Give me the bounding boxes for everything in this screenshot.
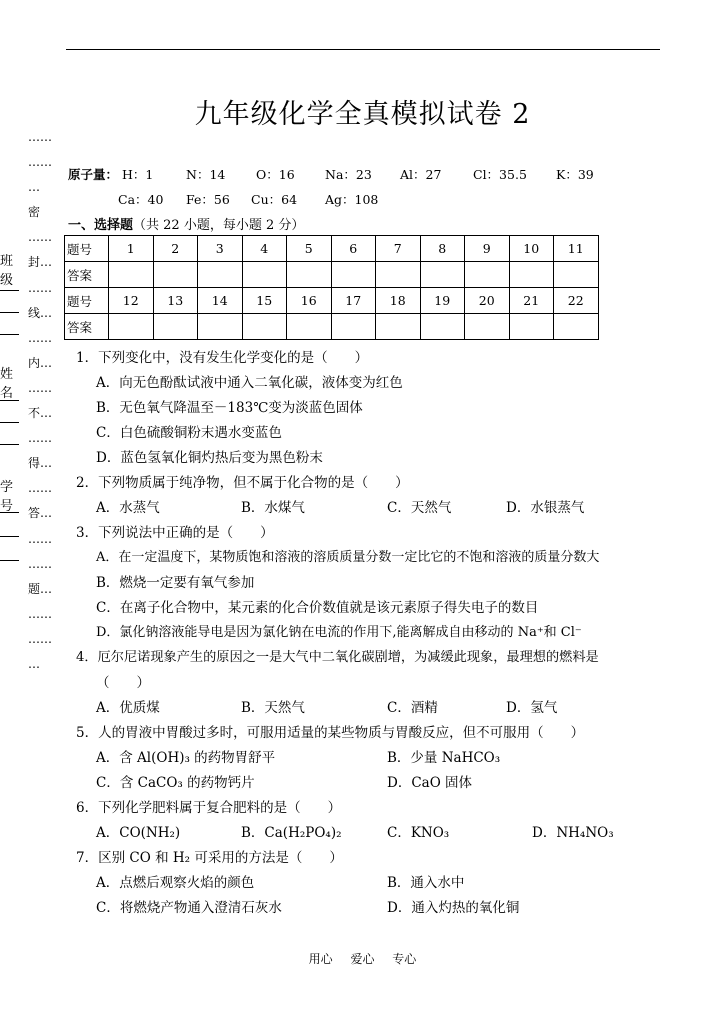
answer-cell[interactable] xyxy=(376,314,421,340)
answer-cell[interactable] xyxy=(287,262,332,288)
answer-cell[interactable] xyxy=(420,314,465,340)
q6-option-d: D．NH₄NO₃ xyxy=(532,825,614,841)
section-note: （共 22 小题，每小题 2 分） xyxy=(133,218,305,233)
answer-cell[interactable] xyxy=(465,314,510,340)
q5-option-a: A．含 Al(OH)₃ 的药物胃舒平 xyxy=(96,750,276,766)
answer-grid-ans-row-2 xyxy=(65,314,599,340)
answer-cell[interactable] xyxy=(331,314,376,340)
grid-num: 14 xyxy=(198,288,243,314)
q1-option-b: B．无色氧气降温至－183℃变为淡蓝色固体 xyxy=(96,400,363,416)
answer-cell[interactable] xyxy=(287,314,332,340)
atomic-mass-ag: Ag：108 xyxy=(325,192,379,207)
q6-option-c: C．KNO₃ xyxy=(387,825,450,841)
answer-cell[interactable] xyxy=(198,262,243,288)
grid-num: 10 xyxy=(509,236,554,262)
answer-cell[interactable] xyxy=(153,262,198,288)
student-number-label: 学号 xyxy=(0,480,14,514)
atomic-mass-o: O：16 xyxy=(256,167,295,182)
q3-option-a: A．在一定温度下，某物质饱和溶液的溶质质量分数一定比它的不饱和溶液的质量分数大 xyxy=(96,550,600,565)
answer-cell[interactable] xyxy=(509,314,554,340)
class-blank-line-3 xyxy=(0,334,19,335)
answer-header: 答案 xyxy=(65,262,109,288)
grid-num: 11 xyxy=(554,236,599,262)
section-title: 一、选择题 xyxy=(68,218,134,233)
q6-option-b: B．Ca(H₂PO₄)₂ xyxy=(241,825,342,841)
q3-option-b: B．燃烧一定要有氧气参加 xyxy=(96,575,255,591)
grid-num: 5 xyxy=(287,236,332,262)
q1-option-c: C．白色硫酸铜粉末遇水变蓝色 xyxy=(96,425,282,441)
grid-num: 6 xyxy=(331,236,376,262)
q7-option-d: D．通入灼热的氧化铜 xyxy=(387,900,520,916)
answer-cell[interactable] xyxy=(109,314,154,340)
atomic-mass-h: H：1 xyxy=(122,167,154,182)
q6-option-a: A．CO(NH₂) xyxy=(96,825,181,841)
grid-num: 12 xyxy=(109,288,154,314)
atomic-mass-k: K：39 xyxy=(556,167,594,182)
q5-option-c: C．含 CaCO₃ 的药物钙片 xyxy=(96,775,255,791)
answer-cell[interactable] xyxy=(153,314,198,340)
grid-num: 21 xyxy=(509,288,554,314)
grid-num: 20 xyxy=(465,288,510,314)
answer-grid-num-row-2 xyxy=(65,288,599,314)
grid-num: 7 xyxy=(376,236,421,262)
question-1-stem: 1．下列变化中，没有发生化学变化的是（ ） xyxy=(76,350,369,366)
grid-num: 4 xyxy=(242,236,287,262)
name-blank-line-3 xyxy=(0,444,19,445)
grid-num: 18 xyxy=(376,288,421,314)
atomic-mass-na: Na：23 xyxy=(325,167,372,182)
grid-num: 15 xyxy=(242,288,287,314)
answer-cell[interactable] xyxy=(509,262,554,288)
q2-option-b: B．水煤气 xyxy=(241,500,305,516)
answer-cell[interactable] xyxy=(376,262,421,288)
name-blank-line xyxy=(0,400,19,401)
question-4-stem: 4．厄尔尼诺现象产生的原因之一是大气中二氧化碳剧增，为减缓此现象，最理想的燃料是 xyxy=(76,650,599,665)
seal-line-text: …… …… … 密 …… 封… …… 线… …… 内… …… 不… …… 得… …… 答… …… …… 题… …… …… … xyxy=(28,130,53,671)
atomic-mass-row-1 xyxy=(68,165,118,183)
question-2-stem: 2．下列物质属于纯净物，但不属于化合物的是（ ） xyxy=(76,475,409,491)
answer-cell[interactable] xyxy=(554,262,599,288)
number-blank-line-2 xyxy=(0,536,19,537)
number-blank-line-3 xyxy=(0,560,19,561)
number-blank-line xyxy=(0,512,19,513)
grid-num: 3 xyxy=(198,236,243,262)
page-footer: 用心 爱心 专心 xyxy=(308,952,417,966)
answer-grid-ans-row-1 xyxy=(65,262,599,288)
q7-option-a: A．点燃后观察火焰的颜色 xyxy=(96,875,255,891)
grid-num: 8 xyxy=(420,236,465,262)
answer-grid-num-row-1 xyxy=(65,236,599,262)
q4-option-b: B．天然气 xyxy=(241,700,305,716)
q5-option-d: D．CaO 固体 xyxy=(387,775,473,791)
grid-num: 22 xyxy=(554,288,599,314)
grid-num: 16 xyxy=(287,288,332,314)
grid-num: 13 xyxy=(153,288,198,314)
question-4-stem-cont: （ ） xyxy=(96,675,150,691)
grid-num: 17 xyxy=(331,288,376,314)
answer-cell[interactable] xyxy=(331,262,376,288)
page-title: 九年级化学全真模拟试卷 2 xyxy=(194,99,531,130)
question-7-stem: 7．区别 CO 和 H₂ 可采用的方法是（ ） xyxy=(76,850,343,866)
answer-cell[interactable] xyxy=(242,314,287,340)
answer-cell[interactable] xyxy=(198,314,243,340)
grid-num: 19 xyxy=(420,288,465,314)
class-blank-line-2 xyxy=(0,312,19,313)
q3-option-c: C．在离子化合物中，某元素的化合价数值就是该元素原子得失电子的数目 xyxy=(96,600,539,616)
question-5-stem: 5．人的胃液中胃酸过多时，可服用适量的某些物质与胃酸反应，但不可服用（ ） xyxy=(76,725,585,741)
question-number-header: 题号 xyxy=(65,236,109,262)
question-6-stem: 6．下列化学肥料属于复合肥料的是（ ） xyxy=(76,800,342,816)
q3-option-d: D．氯化钠溶液能导电是因为氯化钠在电流的作用下,能离解成自由移动的 Na⁺和 Cl⁻ xyxy=(96,625,582,640)
q2-option-c: C．天然气 xyxy=(387,500,452,516)
name-label: 姓名 xyxy=(0,367,14,401)
atomic-mass-fe: Fe：56 xyxy=(186,192,230,207)
atomic-mass-label: 原子量： xyxy=(68,167,119,182)
class-label: 班级 xyxy=(0,254,14,288)
answer-cell[interactable] xyxy=(109,262,154,288)
class-blank-line xyxy=(0,290,19,291)
grid-num: 9 xyxy=(465,236,510,262)
atomic-mass-n: N：14 xyxy=(186,167,226,182)
atomic-mass-ca: Ca：40 xyxy=(118,192,164,207)
answer-cell[interactable] xyxy=(242,262,287,288)
answer-cell[interactable] xyxy=(554,314,599,340)
answer-cell[interactable] xyxy=(465,262,510,288)
q5-option-b: B．少量 NaHCO₃ xyxy=(387,750,501,766)
atomic-mass-cl: Cl：35.5 xyxy=(473,167,527,182)
name-blank-line-2 xyxy=(0,422,19,423)
header-rule xyxy=(66,49,660,50)
q2-option-d: D．水银蒸气 xyxy=(506,500,585,516)
answer-header: 答案 xyxy=(65,314,109,340)
atomic-mass-al: Al：27 xyxy=(400,167,442,182)
question-number-header: 题号 xyxy=(65,288,109,314)
q4-option-c: C．酒精 xyxy=(387,700,438,716)
question-3-stem: 3．下列说法中正确的是（ ） xyxy=(76,525,274,541)
q7-option-b: B．通入水中 xyxy=(387,875,465,891)
q7-option-c: C．将燃烧产物通入澄清石灰水 xyxy=(96,900,282,916)
atomic-mass-cu: Cu：64 xyxy=(251,192,298,207)
q1-option-d: D．蓝色氢氧化铜灼热后变为黑色粉末 xyxy=(96,450,323,466)
answer-grid xyxy=(64,235,599,340)
q4-option-d: D．氢气 xyxy=(506,700,558,716)
q2-option-a: A．水蒸气 xyxy=(96,500,160,516)
q1-option-a: A．向无色酚酞试液中通入二氧化碳，液体变为红色 xyxy=(96,375,403,391)
grid-num: 2 xyxy=(153,236,198,262)
section-heading xyxy=(68,214,304,233)
q4-option-a: A．优质煤 xyxy=(96,700,160,716)
answer-cell[interactable] xyxy=(420,262,465,288)
grid-num: 1 xyxy=(109,236,154,262)
